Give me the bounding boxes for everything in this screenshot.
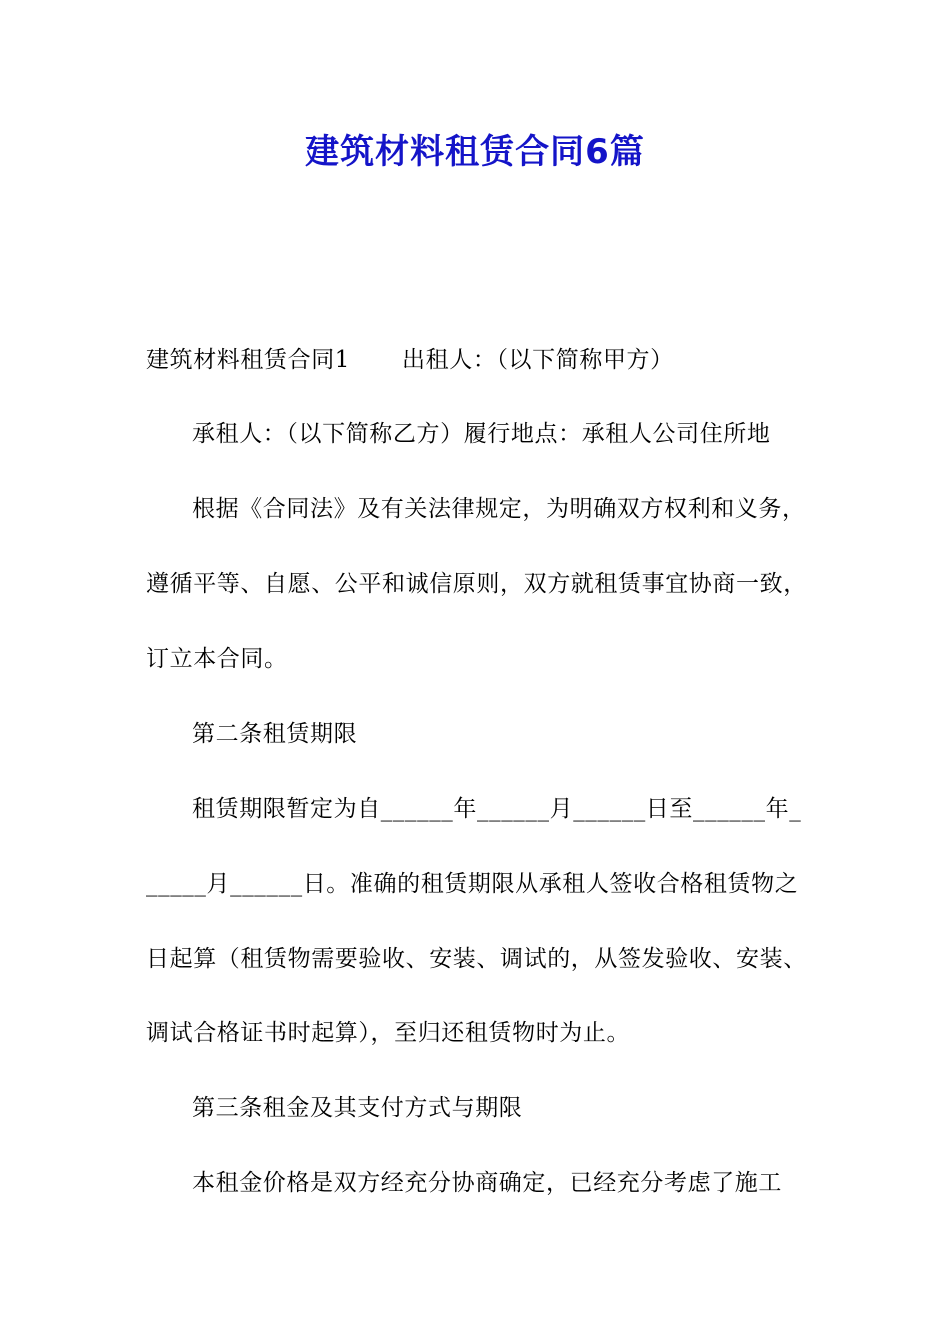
paragraph-line	[146, 342, 674, 378]
paragraph-line: 日起算（租赁物需要验收、安装、调试的，从签发验收、安装、	[146, 946, 807, 972]
paragraph-line: 本租金价格是双方经充分协商确定，已经充分考虑了施工	[192, 1170, 782, 1196]
section-heading: 第二条租赁期限	[192, 721, 358, 747]
paragraph-line: 根据《合同法》及有关法律规定，为明确双方权利和义务，	[192, 496, 806, 522]
lessor-label: 出租人：（以下简称甲方）	[402, 347, 674, 373]
paragraph-line: 承租人：（以下简称乙方）履行地点：承租人公司住所地	[192, 421, 771, 447]
paragraph-line: 订立本合同。	[146, 646, 288, 672]
paragraph-line: 遵循平等、自愿、公平和诚信原则，双方就租赁事宜协商一致，	[146, 571, 807, 597]
document-title: 建筑材料租赁合同6篇	[305, 132, 645, 172]
contract-heading: 建筑材料租赁合同1	[146, 347, 351, 373]
paragraph-line: _____月______日。准确的租赁期限从承租人签收合格租赁物之	[146, 871, 799, 897]
section-heading: 第三条租金及其支付方式与期限	[192, 1095, 523, 1121]
paragraph-line: 调试合格证书时起算），至归还租赁物时为止。	[146, 1020, 631, 1046]
paragraph-line: 租赁期限暂定为自______年______月______日至______年_	[192, 796, 802, 822]
